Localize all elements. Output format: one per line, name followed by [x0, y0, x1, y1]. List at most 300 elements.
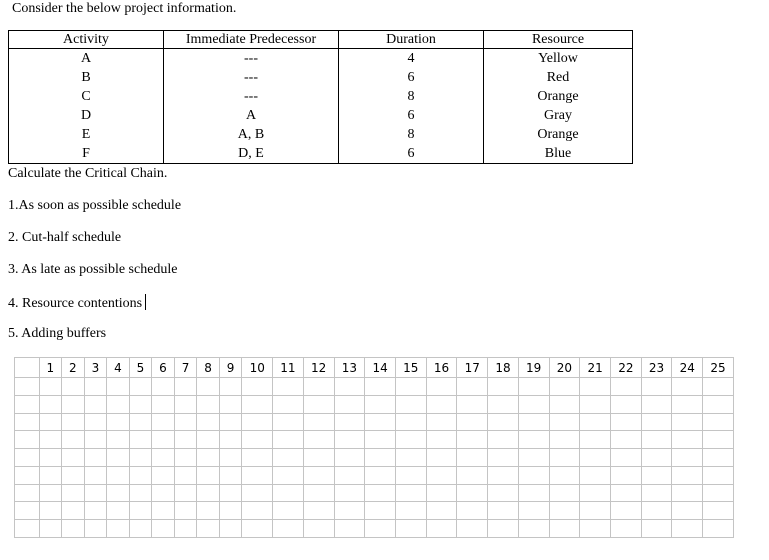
- grid-cell[interactable]: [84, 449, 107, 467]
- grid-cell[interactable]: [610, 413, 641, 431]
- grid-cell[interactable]: [303, 395, 334, 413]
- grid-cell[interactable]: [488, 502, 519, 520]
- cell-resource: Red: [484, 68, 633, 87]
- grid-cell[interactable]: [219, 520, 242, 538]
- grid-cell[interactable]: [303, 520, 334, 538]
- grid-cell[interactable]: [62, 502, 85, 520]
- grid-cell[interactable]: [273, 502, 304, 520]
- grid-cell[interactable]: [365, 449, 396, 467]
- grid-cell[interactable]: [197, 484, 220, 502]
- grid-cell[interactable]: [242, 413, 273, 431]
- grid-cell[interactable]: [39, 431, 62, 449]
- grid-cell[interactable]: [273, 520, 304, 538]
- grid-cell[interactable]: [107, 502, 130, 520]
- grid-cell[interactable]: [273, 395, 304, 413]
- grid-cell[interactable]: [703, 413, 734, 431]
- grid-cell[interactable]: [672, 520, 703, 538]
- grid-cell[interactable]: [395, 431, 426, 449]
- grid-cell[interactable]: [426, 413, 457, 431]
- grid-cell[interactable]: [334, 484, 365, 502]
- grid-day-header: 25: [703, 358, 734, 378]
- cell-predecessor: ---: [164, 49, 339, 69]
- grid-cell[interactable]: [197, 395, 220, 413]
- grid-cell[interactable]: [457, 449, 488, 467]
- grid-cell[interactable]: [641, 502, 672, 520]
- grid-cell[interactable]: [518, 413, 549, 431]
- grid-cell[interactable]: [641, 520, 672, 538]
- grid-row: [15, 502, 734, 520]
- grid-cell[interactable]: [174, 378, 197, 396]
- schedule-grid[interactable]: [14, 357, 734, 538]
- grid-cell[interactable]: [549, 466, 580, 484]
- grid-cell[interactable]: [610, 431, 641, 449]
- grid-cell[interactable]: [219, 413, 242, 431]
- grid-cell[interactable]: [672, 484, 703, 502]
- grid-cell[interactable]: [426, 431, 457, 449]
- header-resource: Resource: [484, 31, 633, 49]
- grid-cell[interactable]: [174, 413, 197, 431]
- grid-cell[interactable]: [426, 395, 457, 413]
- grid-cell[interactable]: [219, 466, 242, 484]
- grid-cell[interactable]: [62, 466, 85, 484]
- grid-cell[interactable]: [197, 449, 220, 467]
- grid-cell[interactable]: [197, 413, 220, 431]
- grid-cell[interactable]: [39, 413, 62, 431]
- grid-cell[interactable]: [365, 395, 396, 413]
- grid-cell[interactable]: [580, 449, 611, 467]
- grid-cell[interactable]: [457, 466, 488, 484]
- grid-cell[interactable]: [303, 449, 334, 467]
- grid-cell[interactable]: [365, 520, 396, 538]
- grid-cell[interactable]: [518, 502, 549, 520]
- grid-cell[interactable]: [610, 449, 641, 467]
- grid-cell[interactable]: [580, 466, 611, 484]
- cell-predecessor: ---: [164, 87, 339, 106]
- grid-cell[interactable]: [129, 413, 152, 431]
- grid-cell[interactable]: [610, 484, 641, 502]
- grid-cell[interactable]: [549, 413, 580, 431]
- grid-cell[interactable]: [174, 520, 197, 538]
- grid-cell[interactable]: [303, 466, 334, 484]
- grid-day-header: 11: [273, 358, 304, 378]
- grid-cell[interactable]: [703, 502, 734, 520]
- grid-cell[interactable]: [426, 520, 457, 538]
- table-row: [9, 49, 633, 69]
- grid-cell[interactable]: [303, 413, 334, 431]
- grid-cell[interactable]: [580, 502, 611, 520]
- grid-cell[interactable]: [457, 431, 488, 449]
- grid-cell[interactable]: [174, 484, 197, 502]
- table-row: [9, 144, 633, 164]
- grid-cell[interactable]: [84, 431, 107, 449]
- grid-cell[interactable]: [488, 413, 519, 431]
- project-table: [8, 30, 633, 164]
- grid-cell[interactable]: [152, 502, 175, 520]
- question-1: 1.As soon as possible schedule: [8, 198, 182, 213]
- grid-day-header: 8: [197, 358, 220, 378]
- grid-cell[interactable]: [15, 413, 40, 431]
- grid-cell[interactable]: [580, 378, 611, 396]
- grid-day-header: 17: [457, 358, 488, 378]
- grid-cell[interactable]: [549, 449, 580, 467]
- grid-cell[interactable]: [488, 484, 519, 502]
- grid-cell[interactable]: [334, 520, 365, 538]
- grid-cell[interactable]: [273, 449, 304, 467]
- cell-resource: Orange: [484, 87, 633, 106]
- grid-cell[interactable]: [549, 520, 580, 538]
- question-4: 4. Resource contentions: [8, 296, 143, 311]
- header-activity: Activity: [9, 31, 164, 49]
- grid-cell[interactable]: [62, 484, 85, 502]
- grid-cell[interactable]: [242, 378, 273, 396]
- grid-cell[interactable]: [457, 413, 488, 431]
- cell-activity: C: [9, 87, 164, 106]
- grid-cell[interactable]: [84, 413, 107, 431]
- grid-cell[interactable]: [580, 520, 611, 538]
- grid-cell[interactable]: [242, 520, 273, 538]
- grid-cell[interactable]: [174, 502, 197, 520]
- grid-cell[interactable]: [395, 484, 426, 502]
- grid-day-header: 23: [641, 358, 672, 378]
- grid-cell[interactable]: [15, 378, 40, 396]
- grid-cell[interactable]: [703, 449, 734, 467]
- grid-cell[interactable]: [334, 502, 365, 520]
- grid-cell[interactable]: [395, 449, 426, 467]
- cell-resource: Yellow: [484, 49, 633, 69]
- grid-cell[interactable]: [129, 520, 152, 538]
- grid-cell[interactable]: [365, 413, 396, 431]
- grid-day-header: 22: [610, 358, 641, 378]
- grid-day-header: 16: [426, 358, 457, 378]
- grid-cell[interactable]: [580, 395, 611, 413]
- grid-cell[interactable]: [641, 484, 672, 502]
- grid-cell[interactable]: [174, 395, 197, 413]
- grid-day-header: 9: [219, 358, 242, 378]
- grid-cell[interactable]: [426, 378, 457, 396]
- grid-cell[interactable]: [242, 466, 273, 484]
- grid-cell[interactable]: [39, 484, 62, 502]
- grid-cell[interactable]: [197, 466, 220, 484]
- grid-cell[interactable]: [242, 431, 273, 449]
- grid-cell[interactable]: [580, 484, 611, 502]
- grid-cell[interactable]: [518, 431, 549, 449]
- cell-predecessor: A: [164, 106, 339, 125]
- grid-cell[interactable]: [39, 466, 62, 484]
- header-predecessor: Immediate Predecessor: [164, 31, 339, 49]
- grid-cell[interactable]: [457, 484, 488, 502]
- grid-cell[interactable]: [107, 395, 130, 413]
- grid-cell[interactable]: [197, 378, 220, 396]
- grid-cell[interactable]: [219, 431, 242, 449]
- cell-activity: B: [9, 68, 164, 87]
- question-3: 3. As late as possible schedule: [8, 262, 178, 277]
- grid-cell[interactable]: [273, 413, 304, 431]
- grid-cell[interactable]: [107, 378, 130, 396]
- grid-row: [15, 413, 734, 431]
- project-table-header: [9, 31, 633, 49]
- grid-cell[interactable]: [129, 431, 152, 449]
- grid-cell[interactable]: [219, 502, 242, 520]
- grid-corner-cell[interactable]: [15, 358, 40, 378]
- grid-cell[interactable]: [84, 378, 107, 396]
- grid-cell[interactable]: [365, 484, 396, 502]
- grid-cell[interactable]: [303, 502, 334, 520]
- grid-cell[interactable]: [152, 378, 175, 396]
- grid-cell[interactable]: [84, 502, 107, 520]
- grid-cell[interactable]: [610, 520, 641, 538]
- cell-duration: 4: [339, 49, 484, 69]
- grid-day-header: 3: [84, 358, 107, 378]
- grid-cell[interactable]: [15, 484, 40, 502]
- grid-row: [15, 378, 734, 396]
- grid-cell[interactable]: [174, 431, 197, 449]
- grid-cell[interactable]: [39, 378, 62, 396]
- grid-cell[interactable]: [273, 466, 304, 484]
- grid-cell[interactable]: [610, 502, 641, 520]
- grid-cell[interactable]: [62, 395, 85, 413]
- grid-cell[interactable]: [107, 431, 130, 449]
- grid-cell[interactable]: [395, 520, 426, 538]
- grid-day-header: 6: [152, 358, 175, 378]
- grid-cell[interactable]: [15, 431, 40, 449]
- grid-cell[interactable]: [672, 466, 703, 484]
- grid-cell[interactable]: [672, 502, 703, 520]
- grid-cell[interactable]: [334, 466, 365, 484]
- grid-cell[interactable]: [242, 484, 273, 502]
- grid-cell[interactable]: [703, 484, 734, 502]
- grid-cell[interactable]: [488, 378, 519, 396]
- grid-cell[interactable]: [62, 378, 85, 396]
- grid-cell[interactable]: [641, 449, 672, 467]
- grid-cell[interactable]: [457, 502, 488, 520]
- grid-cell[interactable]: [365, 502, 396, 520]
- grid-cell[interactable]: [610, 466, 641, 484]
- grid-cell[interactable]: [107, 520, 130, 538]
- grid-cell[interactable]: [488, 449, 519, 467]
- grid-cell[interactable]: [15, 449, 40, 467]
- grid-cell[interactable]: [518, 378, 549, 396]
- grid-cell[interactable]: [488, 395, 519, 413]
- grid-cell[interactable]: [15, 520, 40, 538]
- grid-cell[interactable]: [39, 449, 62, 467]
- cell-predecessor: D, E: [164, 144, 339, 164]
- grid-cell[interactable]: [395, 378, 426, 396]
- grid-cell[interactable]: [152, 413, 175, 431]
- cell-duration: 8: [339, 87, 484, 106]
- grid-cell[interactable]: [580, 431, 611, 449]
- grid-cell[interactable]: [84, 466, 107, 484]
- grid-cell[interactable]: [549, 378, 580, 396]
- cell-duration: 8: [339, 125, 484, 144]
- grid-cell[interactable]: [457, 378, 488, 396]
- grid-cell[interactable]: [518, 395, 549, 413]
- grid-cell[interactable]: [610, 395, 641, 413]
- grid-cell[interactable]: [426, 449, 457, 467]
- grid-cell[interactable]: [365, 431, 396, 449]
- grid-cell[interactable]: [129, 484, 152, 502]
- grid-cell[interactable]: [273, 431, 304, 449]
- grid-cell[interactable]: [84, 484, 107, 502]
- grid-day-header: 13: [334, 358, 365, 378]
- grid-cell[interactable]: [273, 484, 304, 502]
- cell-activity: D: [9, 106, 164, 125]
- grid-cell[interactable]: [129, 502, 152, 520]
- grid-cell[interactable]: [549, 484, 580, 502]
- calc-instruction: Calculate the Critical Chain.: [8, 166, 168, 181]
- grid-cell[interactable]: [672, 413, 703, 431]
- grid-cell[interactable]: [62, 449, 85, 467]
- grid-cell[interactable]: [703, 466, 734, 484]
- grid-day-header: 10: [242, 358, 273, 378]
- grid-cell[interactable]: [488, 466, 519, 484]
- grid-cell[interactable]: [84, 520, 107, 538]
- cell-resource: Orange: [484, 125, 633, 144]
- grid-cell[interactable]: [457, 520, 488, 538]
- grid-cell[interactable]: [641, 378, 672, 396]
- grid-cell[interactable]: [641, 466, 672, 484]
- grid-cell[interactable]: [242, 502, 273, 520]
- grid-day-header: 4: [107, 358, 130, 378]
- grid-cell[interactable]: [107, 413, 130, 431]
- grid-cell[interactable]: [62, 413, 85, 431]
- grid-cell[interactable]: [365, 378, 396, 396]
- grid-cell[interactable]: [641, 395, 672, 413]
- grid-cell[interactable]: [242, 395, 273, 413]
- grid-cell[interactable]: [334, 395, 365, 413]
- cell-activity: E: [9, 125, 164, 144]
- grid-cell[interactable]: [610, 378, 641, 396]
- text-cursor[interactable]: [145, 294, 146, 310]
- grid-cell[interactable]: [303, 484, 334, 502]
- grid-cell[interactable]: [303, 431, 334, 449]
- grid-cell[interactable]: [152, 520, 175, 538]
- question-5: 5. Adding buffers: [8, 326, 107, 341]
- grid-row: [15, 431, 734, 449]
- grid-cell[interactable]: [703, 395, 734, 413]
- grid-cell[interactable]: [488, 431, 519, 449]
- grid-cell[interactable]: [426, 466, 457, 484]
- grid-cell[interactable]: [107, 484, 130, 502]
- cell-activity: A: [9, 49, 164, 69]
- grid-cell[interactable]: [152, 449, 175, 467]
- grid-cell[interactable]: [219, 395, 242, 413]
- grid-cell[interactable]: [197, 502, 220, 520]
- grid-cell[interactable]: [457, 395, 488, 413]
- grid-cell[interactable]: [129, 378, 152, 396]
- grid-day-header: 20: [549, 358, 580, 378]
- grid-cell[interactable]: [641, 431, 672, 449]
- grid-day-header: 1: [39, 358, 62, 378]
- grid-cell[interactable]: [152, 466, 175, 484]
- grid-cell[interactable]: [174, 449, 197, 467]
- grid-cell[interactable]: [334, 413, 365, 431]
- grid-cell[interactable]: [219, 378, 242, 396]
- cell-duration: 6: [339, 144, 484, 164]
- grid-cell[interactable]: [549, 502, 580, 520]
- grid-cell[interactable]: [174, 466, 197, 484]
- grid-day-header: 19: [518, 358, 549, 378]
- cell-activity: F: [9, 144, 164, 164]
- grid-cell[interactable]: [488, 520, 519, 538]
- grid-cell[interactable]: [395, 466, 426, 484]
- grid-cell[interactable]: [39, 520, 62, 538]
- grid-day-header: 2: [62, 358, 85, 378]
- grid-cell[interactable]: [395, 502, 426, 520]
- grid-cell[interactable]: [62, 520, 85, 538]
- grid-cell[interactable]: [152, 484, 175, 502]
- grid-cell[interactable]: [152, 431, 175, 449]
- grid-day-header: 18: [488, 358, 519, 378]
- grid-row: [15, 520, 734, 538]
- grid-cell[interactable]: [242, 449, 273, 467]
- grid-cell[interactable]: [672, 395, 703, 413]
- grid-cell[interactable]: [518, 484, 549, 502]
- table-row: [9, 87, 633, 106]
- grid-cell[interactable]: [334, 378, 365, 396]
- grid-cell[interactable]: [107, 449, 130, 467]
- grid-cell[interactable]: [518, 466, 549, 484]
- grid-cell[interactable]: [672, 431, 703, 449]
- grid-cell[interactable]: [129, 466, 152, 484]
- grid-cell[interactable]: [219, 484, 242, 502]
- grid-cell[interactable]: [703, 431, 734, 449]
- grid-cell[interactable]: [197, 520, 220, 538]
- grid-cell[interactable]: [426, 502, 457, 520]
- grid-cell[interactable]: [84, 395, 107, 413]
- grid-cell[interactable]: [703, 378, 734, 396]
- cell-resource: Blue: [484, 144, 633, 164]
- grid-day-header: 21: [580, 358, 611, 378]
- grid-cell[interactable]: [129, 395, 152, 413]
- grid-day-header: 14: [365, 358, 396, 378]
- grid-cell[interactable]: [62, 431, 85, 449]
- grid-cell[interactable]: [549, 431, 580, 449]
- grid-cell[interactable]: [426, 484, 457, 502]
- grid-cell[interactable]: [334, 431, 365, 449]
- grid-cell[interactable]: [518, 520, 549, 538]
- grid-cell[interactable]: [39, 395, 62, 413]
- grid-day-header: 12: [303, 358, 334, 378]
- grid-cell[interactable]: [15, 502, 40, 520]
- grid-cell[interactable]: [273, 378, 304, 396]
- grid-cell[interactable]: [580, 413, 611, 431]
- grid-cell[interactable]: [219, 449, 242, 467]
- grid-header-row: [15, 358, 734, 378]
- grid-cell[interactable]: [395, 413, 426, 431]
- grid-cell[interactable]: [107, 466, 130, 484]
- grid-cell[interactable]: [641, 413, 672, 431]
- grid-cell[interactable]: [672, 449, 703, 467]
- grid-row: [15, 484, 734, 502]
- grid-cell[interactable]: [39, 502, 62, 520]
- grid-cell[interactable]: [672, 378, 703, 396]
- grid-cell[interactable]: [15, 395, 40, 413]
- grid-cell[interactable]: [365, 466, 396, 484]
- grid-cell[interactable]: [518, 449, 549, 467]
- cell-predecessor: ---: [164, 68, 339, 87]
- grid-cell[interactable]: [334, 449, 365, 467]
- grid-cell[interactable]: [152, 395, 175, 413]
- grid-cell[interactable]: [197, 431, 220, 449]
- grid-cell[interactable]: [703, 520, 734, 538]
- grid-row: [15, 466, 734, 484]
- grid-cell[interactable]: [549, 395, 580, 413]
- grid-cell[interactable]: [15, 466, 40, 484]
- grid-cell[interactable]: [395, 395, 426, 413]
- cell-predecessor: A, B: [164, 125, 339, 144]
- grid-cell[interactable]: [129, 449, 152, 467]
- grid-cell[interactable]: [303, 378, 334, 396]
